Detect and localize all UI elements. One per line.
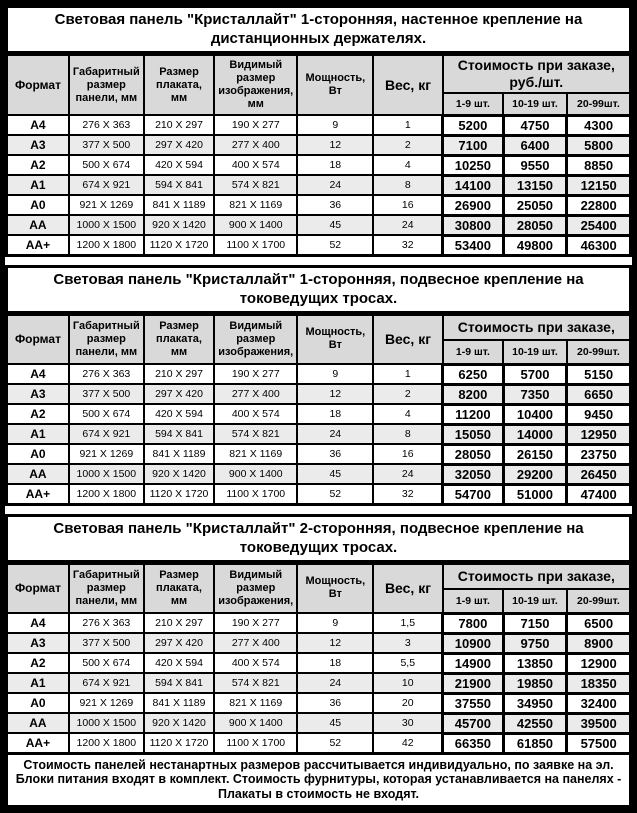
panel-size-cell: 276 X 363 xyxy=(69,364,144,384)
table-row xyxy=(7,195,631,215)
col-header-power: Мощность, Вт xyxy=(297,55,373,116)
price-cell-qty-10-19: 42550 xyxy=(503,713,567,733)
price-cell-qty-20-99: 46300 xyxy=(567,235,631,255)
format-cell: A4 xyxy=(7,364,69,384)
power-cell: 18 xyxy=(297,653,373,673)
table-row xyxy=(7,444,631,464)
price-header-line-1: Стоимость при заказе, xyxy=(457,318,615,335)
weight-cell: 1,5 xyxy=(373,613,442,633)
weight-cell: 4 xyxy=(373,155,442,175)
visible-size-cell: 821 X 1169 xyxy=(214,444,297,464)
price-cell-qty-1-9: 54700 xyxy=(443,484,504,504)
panel-size-cell: 1000 X 1500 xyxy=(69,464,144,484)
price-cell-qty-1-9: 45700 xyxy=(443,713,504,733)
col-header-format: Формат xyxy=(7,55,69,116)
price-cell-qty-20-99: 18350 xyxy=(567,673,631,693)
table-block-hanging-1-sided xyxy=(5,265,632,506)
visible-size-cell: 190 X 277 xyxy=(214,364,297,384)
visible-size-cell: 400 X 574 xyxy=(214,653,297,673)
col-header-poster-size: Размер плаката, мм xyxy=(144,55,215,116)
col-header-price-group xyxy=(443,314,631,340)
col-header-poster-size: Размер плаката, мм xyxy=(144,563,215,613)
format-cell: A1 xyxy=(7,175,69,195)
table-row xyxy=(7,484,631,504)
poster-size-cell: 594 X 841 xyxy=(144,673,215,693)
table-row xyxy=(7,613,631,633)
price-cell-qty-1-9: 7800 xyxy=(443,613,504,633)
panel-size-cell: 276 X 363 xyxy=(69,115,144,135)
weight-cell: 42 xyxy=(373,733,442,753)
table-row xyxy=(7,384,631,404)
weight-cell: 16 xyxy=(373,444,442,464)
content-area xyxy=(5,5,632,808)
price-cell-qty-10-19: 28050 xyxy=(503,215,567,235)
poster-size-cell: 841 X 1189 xyxy=(144,693,215,713)
format-cell: A4 xyxy=(7,115,69,135)
power-cell: 52 xyxy=(297,733,373,753)
visible-size-cell: 574 X 821 xyxy=(214,175,297,195)
poster-size-cell: 297 X 420 xyxy=(144,384,215,404)
table-1-body xyxy=(7,115,631,255)
poster-size-cell: 594 X 841 xyxy=(144,175,215,195)
table-2-title-line-2: токоведущих тросах. xyxy=(239,289,398,307)
weight-cell: 20 xyxy=(373,693,442,713)
weight-cell: 10 xyxy=(373,673,442,693)
col-header-qty-20-99: 20-99шт. xyxy=(567,340,631,364)
panel-size-cell: 377 X 500 xyxy=(69,384,144,404)
price-cell-qty-20-99: 4300 xyxy=(567,115,631,135)
price-cell-qty-20-99: 8900 xyxy=(567,633,631,653)
col-header-qty-1-9: 1-9 шт. xyxy=(443,589,504,613)
table-row xyxy=(7,633,631,653)
col-header-panel-size: Габаритный размер панели, мм xyxy=(69,314,144,364)
poster-size-cell: 1120 X 1720 xyxy=(144,484,215,504)
weight-cell: 32 xyxy=(373,235,442,255)
price-cell-qty-10-19: 26150 xyxy=(503,444,567,464)
power-cell: 52 xyxy=(297,235,373,255)
col-header-visible-size: Видимый размер изображения, мм xyxy=(214,55,297,116)
price-cell-qty-10-19: 4750 xyxy=(503,115,567,135)
price-cell-qty-20-99: 39500 xyxy=(567,713,631,733)
poster-size-cell: 297 X 420 xyxy=(144,633,215,653)
price-cell-qty-1-9: 6250 xyxy=(443,364,504,384)
footer-note xyxy=(5,755,632,809)
weight-cell: 24 xyxy=(373,215,442,235)
price-cell-qty-20-99: 25400 xyxy=(567,215,631,235)
panel-size-cell: 921 X 1269 xyxy=(69,195,144,215)
table-3-title-line-2: токоведущих тросах. xyxy=(239,538,398,556)
panel-size-cell: 500 X 674 xyxy=(69,404,144,424)
poster-size-cell: 920 X 1420 xyxy=(144,464,215,484)
weight-cell: 16 xyxy=(373,195,442,215)
panel-size-cell: 1000 X 1500 xyxy=(69,713,144,733)
power-cell: 45 xyxy=(297,215,373,235)
price-cell-qty-10-19: 14000 xyxy=(503,424,567,444)
footer-note-line-3: Плакаты в стоимость не входят. xyxy=(217,786,420,801)
price-cell-qty-20-99: 32400 xyxy=(567,693,631,713)
weight-cell: 1 xyxy=(373,364,442,384)
col-header-format: Формат xyxy=(7,314,69,364)
price-cell-qty-1-9: 37550 xyxy=(443,693,504,713)
price-cell-qty-1-9: 28050 xyxy=(443,444,504,464)
visible-size-cell: 821 X 1169 xyxy=(214,195,297,215)
price-cell-qty-10-19: 5700 xyxy=(503,364,567,384)
weight-cell: 5,5 xyxy=(373,653,442,673)
weight-cell: 2 xyxy=(373,135,442,155)
visible-size-cell: 900 X 1400 xyxy=(214,215,297,235)
table-row xyxy=(7,135,631,155)
format-cell: A0 xyxy=(7,693,69,713)
price-cell-qty-20-99: 6650 xyxy=(567,384,631,404)
price-cell-qty-10-19: 7350 xyxy=(503,384,567,404)
power-cell: 45 xyxy=(297,713,373,733)
weight-cell: 3 xyxy=(373,633,442,653)
panel-size-cell: 674 X 921 xyxy=(69,175,144,195)
price-cell-qty-10-19: 29200 xyxy=(503,464,567,484)
poster-size-cell: 210 X 297 xyxy=(144,613,215,633)
format-cell: AA+ xyxy=(7,733,69,753)
price-cell-qty-20-99: 22800 xyxy=(567,195,631,215)
power-cell: 36 xyxy=(297,444,373,464)
table-1-title xyxy=(5,5,632,53)
price-header-line-2: руб./шт. xyxy=(509,74,564,90)
price-cell-qty-1-9: 26900 xyxy=(443,195,504,215)
price-cell-qty-1-9: 8200 xyxy=(443,384,504,404)
col-header-qty-10-19: 10-19 шт. xyxy=(503,589,567,613)
table-row xyxy=(7,673,631,693)
panel-size-cell: 921 X 1269 xyxy=(69,693,144,713)
visible-size-cell: 277 X 400 xyxy=(214,135,297,155)
power-cell: 18 xyxy=(297,404,373,424)
format-cell: A3 xyxy=(7,135,69,155)
table-row xyxy=(7,733,631,753)
price-cell-qty-20-99: 47400 xyxy=(567,484,631,504)
power-cell: 12 xyxy=(297,633,373,653)
price-cell-qty-1-9: 14900 xyxy=(443,653,504,673)
format-cell: A4 xyxy=(7,613,69,633)
price-cell-qty-10-19: 13850 xyxy=(503,653,567,673)
footer-note-line-2: Блоки питания входят в комплект. Стоимость фурнитуры, которая устанавливается на панелях - xyxy=(15,772,622,786)
power-cell: 9 xyxy=(297,364,373,384)
price-cell-qty-1-9: 32050 xyxy=(443,464,504,484)
table-row xyxy=(7,155,631,175)
format-cell: A3 xyxy=(7,384,69,404)
price-cell-qty-10-19: 19850 xyxy=(503,673,567,693)
format-cell: AA+ xyxy=(7,235,69,255)
price-cell-qty-20-99: 57500 xyxy=(567,733,631,753)
price-header-line-1: Стоимость при заказе, xyxy=(457,57,615,73)
table-row xyxy=(7,653,631,673)
visible-size-cell: 574 X 821 xyxy=(214,673,297,693)
col-header-power: Мощность, Вт xyxy=(297,563,373,613)
price-cell-qty-20-99: 6500 xyxy=(567,613,631,633)
table-row xyxy=(7,713,631,733)
col-header-weight: Вес, кг xyxy=(373,55,442,116)
table-row xyxy=(7,464,631,484)
format-cell: A2 xyxy=(7,653,69,673)
price-header-line-1: Стоимость при заказе, xyxy=(457,567,615,584)
format-cell: A0 xyxy=(7,195,69,215)
format-cell: AA xyxy=(7,713,69,733)
power-cell: 52 xyxy=(297,484,373,504)
panel-size-cell: 1200 X 1800 xyxy=(69,484,144,504)
price-cell-qty-1-9: 14100 xyxy=(443,175,504,195)
col-header-price-group xyxy=(443,563,631,589)
price-cell-qty-20-99: 9450 xyxy=(567,404,631,424)
power-cell: 18 xyxy=(297,155,373,175)
col-header-visible-size: Видимый размер изображения, xyxy=(214,314,297,364)
price-cell-qty-1-9: 15050 xyxy=(443,424,504,444)
power-cell: 12 xyxy=(297,384,373,404)
price-cell-qty-1-9: 11200 xyxy=(443,404,504,424)
visible-size-cell: 190 X 277 xyxy=(214,115,297,135)
col-header-qty-20-99: 20-99шт. xyxy=(567,93,631,115)
table-3-body xyxy=(7,613,631,753)
col-header-format: Формат xyxy=(7,563,69,613)
price-cell-qty-1-9: 10250 xyxy=(443,155,504,175)
table-1-title-line-2: дистанционных держателях. xyxy=(210,30,427,47)
poster-size-cell: 841 X 1189 xyxy=(144,195,215,215)
price-cell-qty-10-19: 34950 xyxy=(503,693,567,713)
col-header-panel-size: Габаритный размер панели, мм xyxy=(69,55,144,116)
table-row xyxy=(7,424,631,444)
price-cell-qty-10-19: 7150 xyxy=(503,613,567,633)
table-row xyxy=(7,364,631,384)
price-cell-qty-1-9: 53400 xyxy=(443,235,504,255)
table-2-title-line-1: Световая панель "Кристаллайт" 1-сторонняя, подвесное крепление на xyxy=(53,270,584,288)
panel-size-cell: 377 X 500 xyxy=(69,135,144,155)
visible-size-cell: 400 X 574 xyxy=(214,404,297,424)
price-cell-qty-10-19: 49800 xyxy=(503,235,567,255)
panel-size-cell: 1000 X 1500 xyxy=(69,215,144,235)
panel-size-cell: 674 X 921 xyxy=(69,424,144,444)
power-cell: 12 xyxy=(297,135,373,155)
poster-size-cell: 210 X 297 xyxy=(144,364,215,384)
panel-size-cell: 276 X 363 xyxy=(69,613,144,633)
price-cell-qty-1-9: 21900 xyxy=(443,673,504,693)
poster-size-cell: 594 X 841 xyxy=(144,424,215,444)
panel-size-cell: 1200 X 1800 xyxy=(69,235,144,255)
price-cell-qty-10-19: 6400 xyxy=(503,135,567,155)
poster-size-cell: 920 X 1420 xyxy=(144,215,215,235)
price-cell-qty-20-99: 5150 xyxy=(567,364,631,384)
power-cell: 36 xyxy=(297,195,373,215)
power-cell: 24 xyxy=(297,175,373,195)
price-cell-qty-1-9: 10900 xyxy=(443,633,504,653)
power-cell: 9 xyxy=(297,613,373,633)
table-2-title xyxy=(5,265,632,313)
visible-size-cell: 1100 X 1700 xyxy=(214,733,297,753)
price-cell-qty-20-99: 12150 xyxy=(567,175,631,195)
weight-cell: 1 xyxy=(373,115,442,135)
panel-size-cell: 500 X 674 xyxy=(69,653,144,673)
col-header-qty-1-9: 1-9 шт. xyxy=(443,93,504,115)
visible-size-cell: 900 X 1400 xyxy=(214,464,297,484)
table-row xyxy=(7,175,631,195)
panel-size-cell: 377 X 500 xyxy=(69,633,144,653)
col-header-visible-size: Видимый размер изображения, xyxy=(214,563,297,613)
table-1-title-line-1: Световая панель "Кристаллайт" 1-сторонняя, настенное крепление на xyxy=(54,11,583,28)
col-header-weight: Вес, кг xyxy=(373,563,442,613)
weight-cell: 4 xyxy=(373,404,442,424)
price-table-3 xyxy=(5,562,632,755)
table-block-hanging-2-sided xyxy=(5,514,632,809)
price-table-2 xyxy=(5,313,632,506)
format-cell: AA xyxy=(7,464,69,484)
price-cell-qty-1-9: 7100 xyxy=(443,135,504,155)
price-cell-qty-10-19: 61850 xyxy=(503,733,567,753)
poster-size-cell: 420 X 594 xyxy=(144,155,215,175)
col-header-qty-10-19: 10-19 шт. xyxy=(503,93,567,115)
price-cell-qty-20-99: 12950 xyxy=(567,424,631,444)
col-header-qty-10-19: 10-19 шт. xyxy=(503,340,567,364)
visible-size-cell: 190 X 277 xyxy=(214,613,297,633)
power-cell: 9 xyxy=(297,115,373,135)
price-cell-qty-1-9: 5200 xyxy=(443,115,504,135)
table-row xyxy=(7,693,631,713)
format-cell: A0 xyxy=(7,444,69,464)
weight-cell: 8 xyxy=(373,175,442,195)
col-header-weight: Вес, кг xyxy=(373,314,442,364)
visible-size-cell: 277 X 400 xyxy=(214,633,297,653)
weight-cell: 8 xyxy=(373,424,442,444)
price-cell-qty-10-19: 10400 xyxy=(503,404,567,424)
panel-size-cell: 500 X 674 xyxy=(69,155,144,175)
weight-cell: 30 xyxy=(373,713,442,733)
price-cell-qty-20-99: 8850 xyxy=(567,155,631,175)
table-3-title-line-1: Световая панель "Кристаллайт" 2-сторонняя, подвесное крепление на xyxy=(53,519,584,537)
price-table-1 xyxy=(5,53,632,257)
format-cell: A1 xyxy=(7,424,69,444)
price-cell-qty-10-19: 13150 xyxy=(503,175,567,195)
poster-size-cell: 297 X 420 xyxy=(144,135,215,155)
poster-size-cell: 920 X 1420 xyxy=(144,713,215,733)
table-row xyxy=(7,404,631,424)
poster-size-cell: 841 X 1189 xyxy=(144,444,215,464)
table-3-title xyxy=(5,514,632,562)
power-cell: 45 xyxy=(297,464,373,484)
visible-size-cell: 400 X 574 xyxy=(214,155,297,175)
poster-size-cell: 1120 X 1720 xyxy=(144,733,215,753)
panel-size-cell: 921 X 1269 xyxy=(69,444,144,464)
price-cell-qty-20-99: 5800 xyxy=(567,135,631,155)
col-header-qty-1-9: 1-9 шт. xyxy=(443,340,504,364)
col-header-panel-size: Габаритный размер панели, мм xyxy=(69,563,144,613)
table-2-body xyxy=(7,364,631,504)
format-cell: A2 xyxy=(7,155,69,175)
panel-size-cell: 674 X 921 xyxy=(69,673,144,693)
price-cell-qty-10-19: 25050 xyxy=(503,195,567,215)
power-cell: 24 xyxy=(297,673,373,693)
visible-size-cell: 1100 X 1700 xyxy=(214,484,297,504)
format-cell: A2 xyxy=(7,404,69,424)
price-cell-qty-10-19: 9750 xyxy=(503,633,567,653)
format-cell: AA+ xyxy=(7,484,69,504)
table-row xyxy=(7,235,631,255)
col-header-power: Мощность, Вт xyxy=(297,314,373,364)
poster-size-cell: 420 X 594 xyxy=(144,653,215,673)
price-cell-qty-1-9: 66350 xyxy=(443,733,504,753)
price-cell-qty-1-9: 30800 xyxy=(443,215,504,235)
format-cell: A3 xyxy=(7,633,69,653)
format-cell: AA xyxy=(7,215,69,235)
panel-size-cell: 1200 X 1800 xyxy=(69,733,144,753)
poster-size-cell: 420 X 594 xyxy=(144,404,215,424)
visible-size-cell: 821 X 1169 xyxy=(214,693,297,713)
poster-size-cell: 210 X 297 xyxy=(144,115,215,135)
table-row xyxy=(7,215,631,235)
col-header-price-group xyxy=(443,55,631,94)
weight-cell: 32 xyxy=(373,484,442,504)
weight-cell: 24 xyxy=(373,464,442,484)
visible-size-cell: 277 X 400 xyxy=(214,384,297,404)
power-cell: 24 xyxy=(297,424,373,444)
price-cell-qty-20-99: 23750 xyxy=(567,444,631,464)
col-header-qty-20-99: 20-99шт. xyxy=(567,589,631,613)
price-cell-qty-10-19: 51000 xyxy=(503,484,567,504)
poster-size-cell: 1120 X 1720 xyxy=(144,235,215,255)
price-cell-qty-20-99: 12900 xyxy=(567,653,631,673)
footer-note-line-1: Стоимость панелей нестанартных размеров рассчитывается индивидуально, по заявке на эл. xyxy=(23,757,614,772)
visible-size-cell: 900 X 1400 xyxy=(214,713,297,733)
col-header-poster-size: Размер плаката, мм xyxy=(144,314,215,364)
visible-size-cell: 1100 X 1700 xyxy=(214,235,297,255)
visible-size-cell: 574 X 821 xyxy=(214,424,297,444)
format-cell: A1 xyxy=(7,673,69,693)
weight-cell: 2 xyxy=(373,384,442,404)
price-cell-qty-20-99: 26450 xyxy=(567,464,631,484)
table-row xyxy=(7,115,631,135)
power-cell: 36 xyxy=(297,693,373,713)
table-block-wall-mount-1-sided xyxy=(5,5,632,257)
price-cell-qty-10-19: 9550 xyxy=(503,155,567,175)
